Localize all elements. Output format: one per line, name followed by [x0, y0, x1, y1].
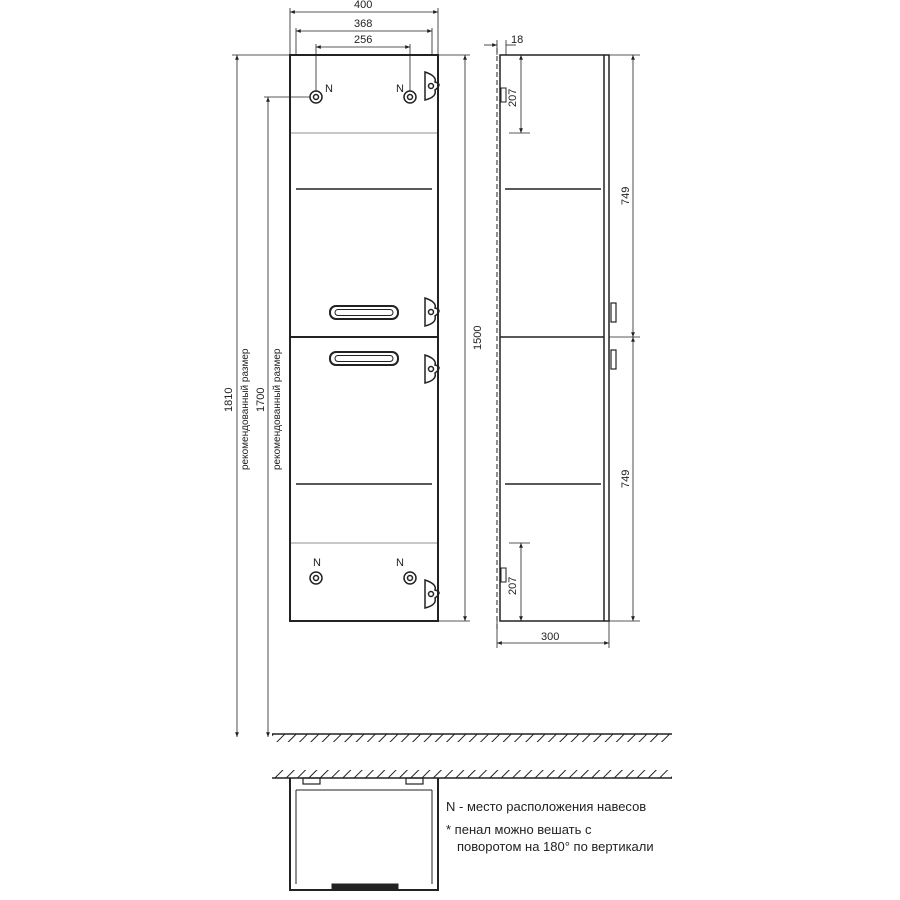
dim-note-1700: рекомендованный размер	[272, 348, 283, 470]
dim-text-1700: 1700	[255, 387, 267, 412]
hanger-bottom-left	[310, 572, 322, 584]
legend-hinge-note: N - место расположения навесов	[446, 799, 647, 814]
plan-hanger-left	[303, 778, 320, 784]
upper-door-handle	[330, 306, 398, 319]
dim-text-207-bottom: 207	[507, 576, 519, 595]
legend-rotation-note-line1: * пенал можно вешать с	[446, 822, 592, 837]
dim-text-256: 256	[354, 34, 373, 46]
front-view	[290, 55, 439, 621]
hinge-bottom	[425, 580, 439, 608]
hinge-mark-bottom-right: N	[396, 557, 404, 569]
dim-text-300: 300	[541, 631, 560, 643]
side-hanger-marker-bottom	[501, 568, 506, 582]
dim-text-1500: 1500	[472, 325, 484, 350]
plan-handle	[332, 884, 398, 890]
hanger-top-right	[404, 91, 416, 103]
dim-text-1810: 1810	[223, 387, 235, 412]
plan-view	[290, 778, 438, 890]
hanger-bottom-right	[404, 572, 416, 584]
hinge-mark-bottom-left: N	[313, 557, 321, 569]
side-door-stopper-lower	[611, 350, 616, 369]
plan-cabinet-outline	[290, 778, 438, 890]
dim-text-749-lower: 749	[620, 469, 632, 488]
dim-text-207-top: 207	[507, 88, 519, 107]
ceiling-line	[272, 770, 672, 778]
side-hanger-marker-top	[501, 88, 506, 102]
lower-door-handle	[330, 352, 398, 365]
hinge-mark-top-left: N	[325, 83, 333, 95]
side-door-stopper-upper	[611, 303, 616, 322]
dim-text-18: 18	[511, 34, 524, 46]
floor-line	[272, 734, 672, 742]
hinge-upper-mid	[425, 298, 439, 326]
legend-rotation-note-line2: поворотом на 180° по вертикали	[457, 839, 654, 854]
hinge-top	[425, 72, 439, 100]
dim-note-1810: рекомендованный размер	[240, 348, 251, 470]
dim-text-368: 368	[354, 18, 373, 30]
dim-text-749-upper: 749	[620, 186, 632, 205]
dim-text-400: 400	[354, 0, 373, 11]
hinge-mark-top-right: N	[396, 83, 404, 95]
side-cabinet-outline	[500, 55, 609, 621]
hinge-lower-mid	[425, 355, 439, 383]
plan-hanger-right	[406, 778, 423, 784]
hanger-top-left	[310, 91, 322, 103]
